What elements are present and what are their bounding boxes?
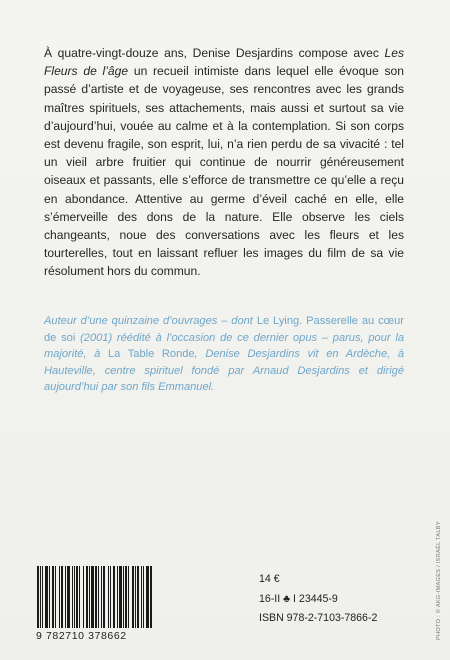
barcode-bar	[65, 566, 66, 628]
barcode-bar	[55, 566, 56, 628]
barcode-bar	[74, 566, 75, 628]
barcode-bar	[143, 566, 144, 628]
barcode-bar	[37, 566, 39, 628]
bio-part-2: (2001) réédité à l’occasion de ce dernier opus – parus, pour la majorité, à	[44, 331, 404, 361]
barcode-bar	[59, 566, 60, 628]
photo-credit: PHOTO : © AKG-IMAGES / ISRAËL TALBY	[436, 521, 442, 640]
catalog-code: 16-II ♣ I 23445-9	[259, 592, 338, 605]
author-bio	[44, 313, 404, 396]
barcode-bar	[119, 566, 122, 628]
barcode-bar	[123, 566, 124, 628]
barcode	[36, 566, 154, 632]
barcode-bar	[108, 566, 109, 628]
barcode-bar	[135, 566, 136, 628]
barcode-bar	[95, 566, 97, 628]
barcode-bar	[103, 566, 105, 628]
barcode-bar	[141, 566, 142, 628]
barcode-bar	[42, 566, 43, 628]
bio-part-3: , Denise Desjardins vit en Ardèche, à Hauteville, centre spirituel fondé par Arnaud Desjardins et dirigé aujourd’hui par son fils Emmanuel.	[44, 348, 405, 394]
barcode-bar	[98, 566, 99, 628]
barcode-bar	[61, 566, 63, 628]
summary-rest: un recueil intimiste dans lequel elle évoque son passé d’artiste et de voyageuse, ses rencontres avec les grands maîtres spirituels, ses attachements, mais aussi et surtout sa vie d’aujourd’hui, vouée au calme et à la contemplation. Si son corps est devenu fragile, son esprit, lui, n’a rien perdu de sa vivacité : tel un vieil arbre fruitier qui continue de nourrir généreusement oiseaux et passants, elle s’efforce de transmettre ce qu’elle a reçu en abondance. Attentive au germe d’éveil caché en elle, elle s’émerveille des dons de la nature. Elle observe les ciels changeants, noue des conversations avec les fleurs et les tourterelles, tout en laissant refluer les images du film de sa vie résolument hors du commun.	[44, 64, 404, 279]
barcode-bar	[91, 566, 94, 628]
barcode-bar	[45, 566, 48, 628]
barcode-bar	[137, 566, 139, 628]
barcode-digits: 9 782710 378662	[36, 630, 127, 642]
barcode-bar	[113, 566, 115, 628]
barcode-bar	[40, 566, 41, 628]
barcode-bar	[146, 566, 149, 628]
bio-title-1: Le Lying. Passerelle au cœur de soi	[44, 315, 404, 344]
barcode-bar	[83, 566, 84, 628]
barcode-bar	[49, 566, 50, 628]
barcode-bar	[79, 566, 80, 628]
publisher-info	[259, 570, 377, 629]
summary-book-title: Les Fleurs de l’âge	[44, 46, 404, 79]
barcode-bar	[117, 566, 118, 628]
book-summary	[44, 44, 404, 281]
barcode-bar	[89, 566, 90, 628]
barcode-bar	[110, 566, 111, 628]
summary-intro: À quatre-vingt-douze ans, Denise Desjardins compose avec	[44, 46, 385, 60]
isbn: ISBN 978-2-7103-7866-2	[259, 612, 378, 624]
barcode-bar	[150, 566, 152, 628]
barcode-bar	[125, 566, 127, 628]
barcode-bar	[52, 566, 54, 628]
bio-part-1: Auteur d’une quinzaine d’ouvrages – dont	[44, 315, 257, 327]
barcode-bar	[128, 566, 129, 628]
price: 14 €	[259, 573, 280, 585]
barcode-bar	[76, 566, 78, 628]
barcode-bar	[86, 566, 88, 628]
barcode-bar	[132, 566, 134, 628]
bio-title-2: La Table Ronde	[107, 348, 195, 361]
barcode-bars	[36, 566, 154, 632]
barcode-bar	[67, 566, 70, 628]
barcode-bar	[72, 566, 73, 628]
barcode-bar	[101, 566, 102, 628]
